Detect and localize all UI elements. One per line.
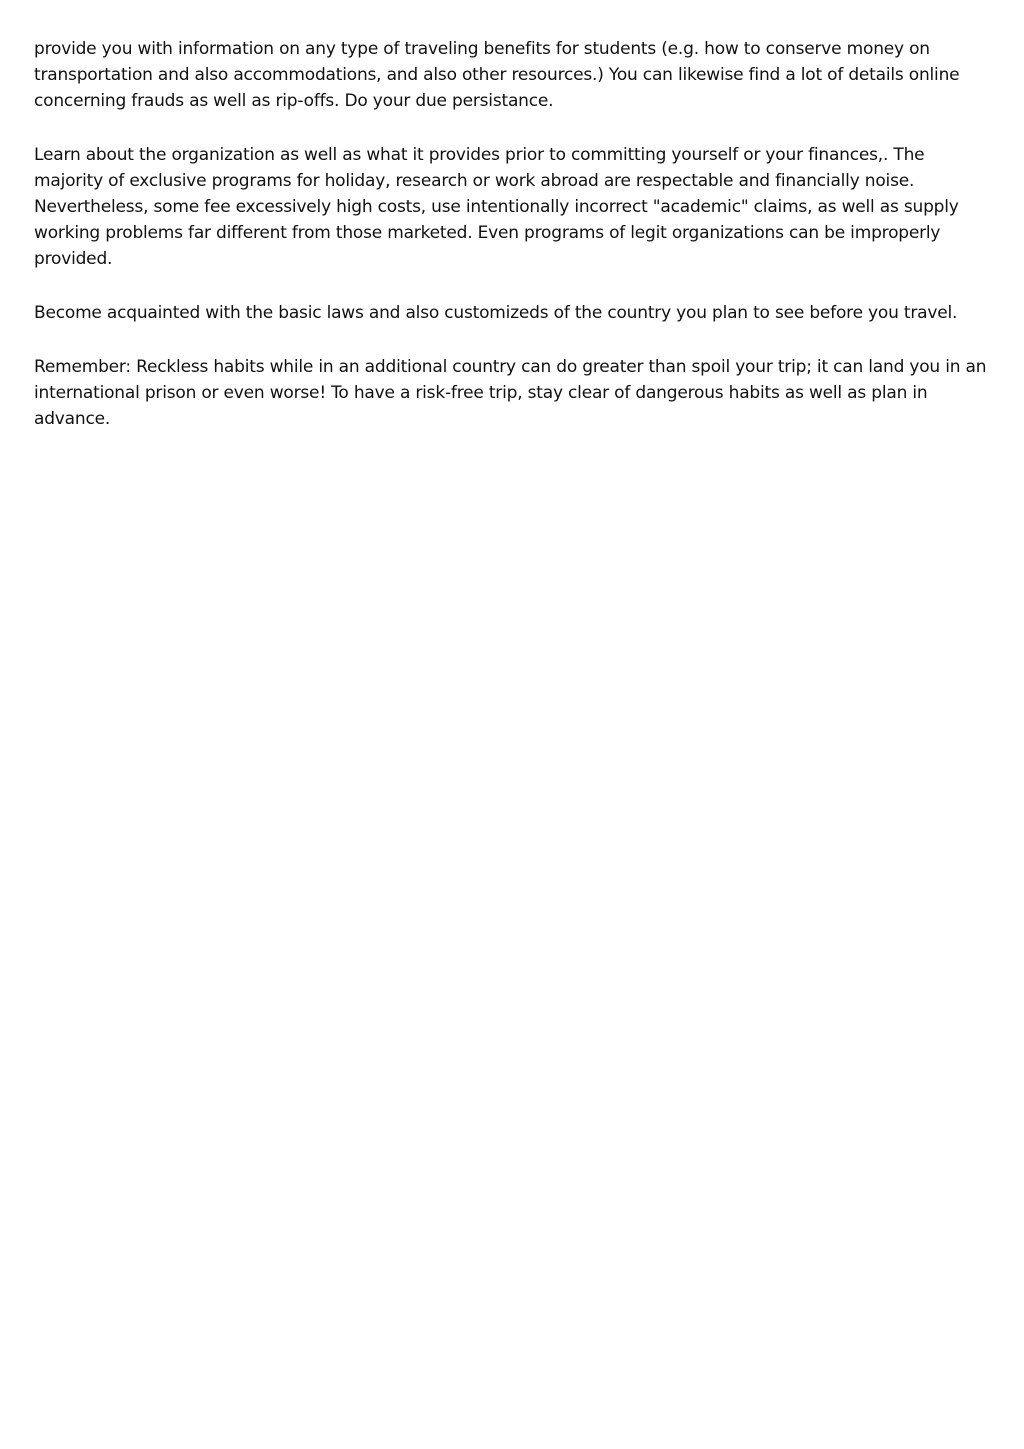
paragraph-student-travel-benefits: provide you with information on any type of traveling benefits for students (e.g. how to conserve money on transportation and also accommodations, and also other resources.) You can likewise find a lot of details online concerning frauds as well as rip-offs. Do your due persistance.: [34, 39, 960, 111]
paragraph-local-laws: Become acquainted with the basic laws and also customizeds of the country you plan to see before you travel.: [34, 303, 958, 323]
paragraph-organization-research: Learn about the organization as well as what it provides prior to committing yourself or your finances,. The majority of exclusive programs for holiday, research or work abroad are respectable and financially noise. Nevertheless, some fee excessively high costs, use intentionally incorrect "academic" claims, as well as supply working problems far different from those marketed. Even programs of legit organizations can be improperly provided.: [34, 145, 959, 269]
document-body: [34, 36, 996, 460]
paragraph-reckless-habits-warning: Remember: Reckless habits while in an additional country can do greater than spoil your trip; it can land you in an international prison or even worse! To have a risk-free trip, stay clear of dangerous habits as well as plan in advance.: [34, 357, 987, 429]
